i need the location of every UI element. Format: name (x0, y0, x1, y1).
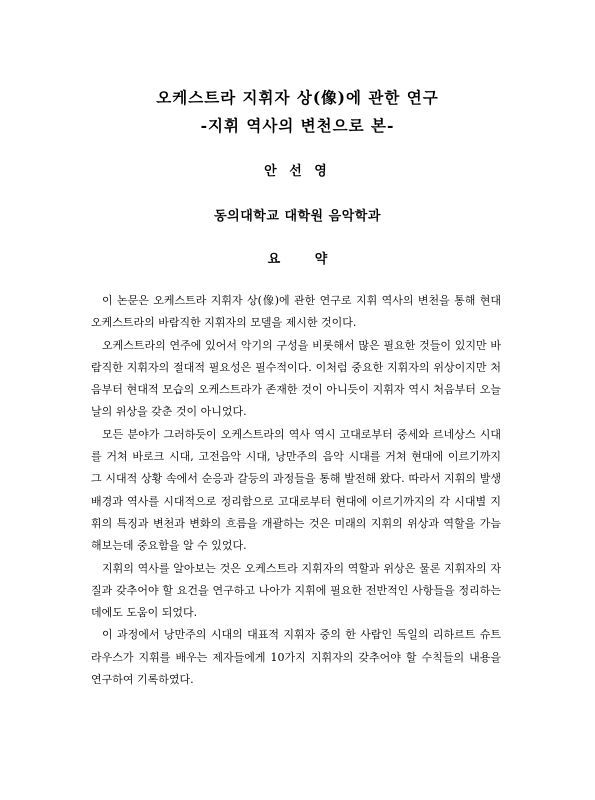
abstract-heading: 요 약 (267, 252, 328, 267)
abstract-paragraph: 이 논문은 오케스트라 지휘자 상(像)에 관한 연구로 지휘 역사의 변천을 통해 현대 오케스트라의 바람직한 지휘자의 모델을 제시한 것이다. (91, 294, 501, 330)
author-name: 안 선 영 (264, 164, 331, 179)
abstract-paragraph: 이 과정에서 낭만주의 시대의 대표적 지휘자 중의 한 사람인 독일의 리하르트 슈트라우스가 지휘를 배우는 제자들에게 10가지 지휘자의 갖추어야 할 수칙들의 내용을 연구하여 기록하였다. (91, 628, 501, 687)
abstract-body (91, 290, 501, 691)
abstract-paragraph: 지휘의 역사를 알아보는 것은 오케스트라 지휘자의 역할과 위상은 물론 지휘자의 자질과 갖추어야 할 요건을 연구하고 나아가 지휘에 필요한 전반적인 사항들을 정리하는 데에도 도움이 되었다. (91, 561, 501, 620)
author-affiliation: 동의대학교 대학원 음악학과 (214, 209, 381, 224)
paper-title: 오케스트라 지휘자 상(像)에 관한 연구 (156, 88, 439, 107)
abstract-paragraph: 오케스트라의 연주에 있어서 악기의 구성을 비롯해서 많은 필요한 것들이 있지만 바람직한 지휘자의 절대적 필요성은 필수적이다. 이처럼 중요한 지휘자의 위상이지만 처음부터 현대적 모습의 오케스트라가 존재한 것이 아니듯이 지휘자 역시 처음부터 오늘날의 위상을 갖춘 것이 아니었다. (91, 338, 501, 419)
paper-subtitle: -지휘 역사의 변천으로 본- (200, 116, 395, 135)
abstract-paragraph: 모든 분야가 그러하듯이 오케스트라의 역사 역시 고대로부터 중세와 르네상스 시대를 거쳐 바로크 시대, 고전음악 시대, 낭만주의 음악 시대를 거쳐 현대에 이르기까지 그 시대적 상황 속에서 순응과 갈등의 과정들을 통해 발전해 왔다. 따라서 지휘의 발생 배경과 역사를 시대적으로 정리함으로 고대로부터 현대에 이르기까지의 각 시대별 지휘의 특징과 변천과 변화의 흐름을 개괄하는 것은 미래의 지휘의 위상과 역할을 가늠해보는데 중요함을 알 수 있었다. (91, 427, 501, 553)
